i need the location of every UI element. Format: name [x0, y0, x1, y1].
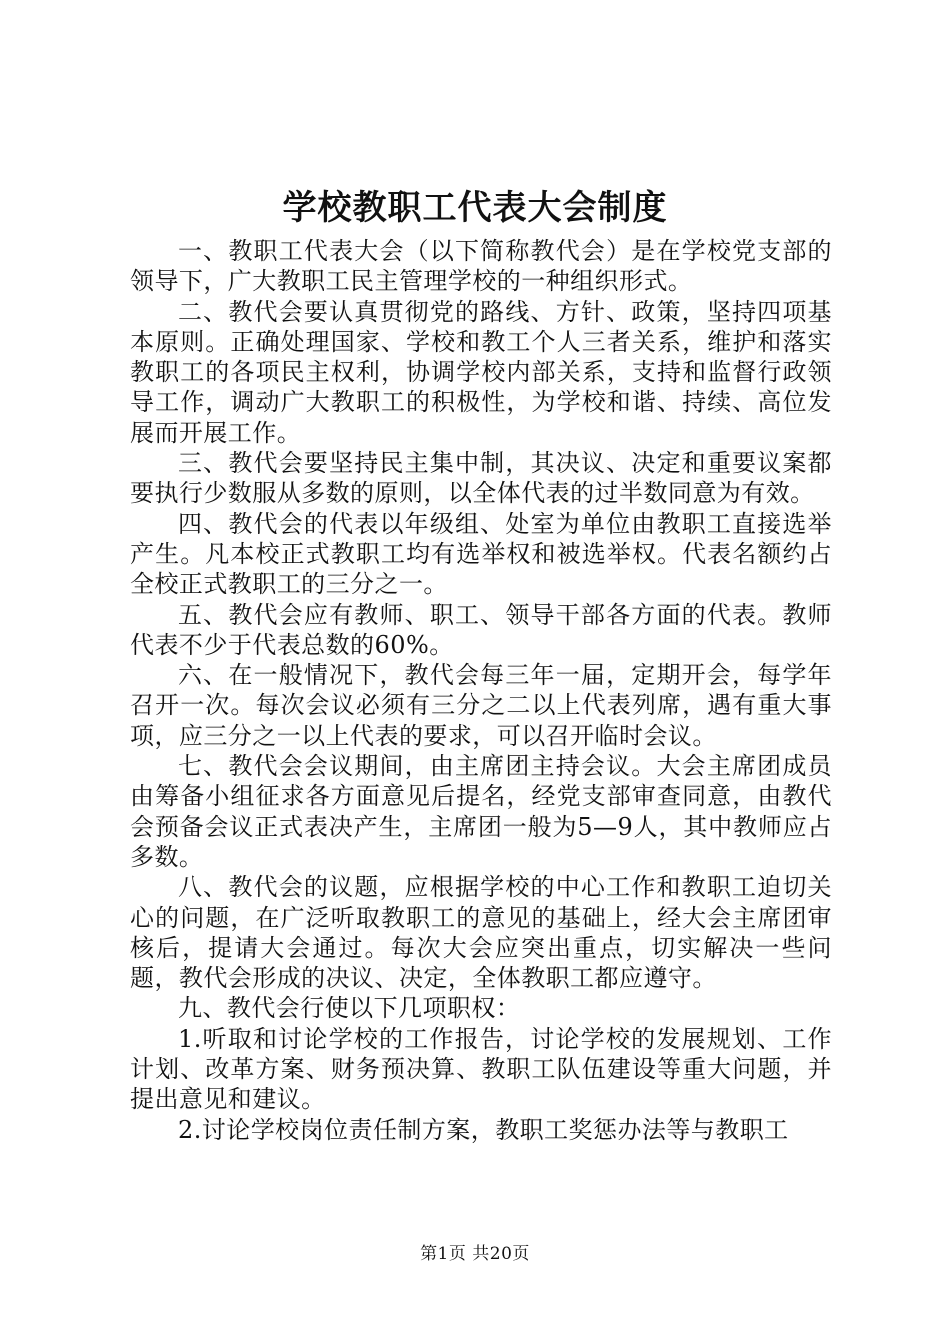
paragraph-4: 四、教代会的代表以年级组、处室为单位由教职工直接选举产生。凡本校正式教职工均有选举权和被选举权。代表名额约占全校正式教职工的三分之一。: [130, 509, 832, 599]
page-number-footer: 第1页 共20页: [420, 1244, 530, 1264]
paragraph-10: 1.听取和讨论学校的工作报告，讨论学校的发展规划、工作计划、改革方案、财务预决算、教职工队伍建设等重大问题，并提出意见和建议。: [130, 1024, 832, 1114]
document-title: 学校教职工代表大会制度: [282, 188, 668, 228]
paragraph-3: 三、教代会要坚持民主集中制，其决议、决定和重要议案都要执行少数服从多数的原则，以全体代表的过半数同意为有效。: [130, 449, 832, 508]
paragraph-5: 五、教代会应有教师、职工、领导干部各方面的代表。教师代表不少于代表总数的60%。: [130, 600, 832, 659]
paragraph-7: 七、教代会会议期间，由主席团主持会议。大会主席团成员由筹备小组征求各方面意见后提名，经党支部审查同意，由教代会预备会议正式表决产生，主席团一般为5—9人，其中教师应占多数。: [130, 752, 832, 871]
document-body: [130, 236, 832, 1145]
paragraph-9: 九、教代会行使以下几项职权：: [178, 994, 521, 1023]
paragraph-1: 一、教职工代表大会（以下简称教代会）是在学校党支部的领导下，广大教职工民主管理学校的一种组织形式。: [130, 237, 832, 296]
paragraph-11: 2.讨论学校岗位责任制方案，教职工奖惩办法等与教职工: [178, 1115, 789, 1144]
paragraph-2: 二、教代会要认真贯彻党的路线、方针、政策，坚持四项基本原则。正确处理国家、学校和教工个人三者关系，维护和落实教职工的各项民主权利，协调学校内部关系，支持和监督行政领导工作，调动广大教职工的积极性，为学校和谐、持续、高位发展而开展工作。: [130, 297, 832, 447]
paragraph-6: 六、在一般情况下，教代会每三年一届，定期开会，每学年召开一次。每次会议必须有三分之二以上代表列席，遇有重大事项，应三分之一以上代表的要求，可以召开临时会议。: [130, 661, 832, 750]
paragraph-8: 八、教代会的议题，应根据学校的中心工作和教职工迫切关心的问题，在广泛听取教职工的意见的基础上，经大会主席团审核后，提请大会通过。每次大会应突出重点，切实解决一些问题，教代会形成的决议、决定，全体教职工都应遵守。: [130, 873, 832, 993]
